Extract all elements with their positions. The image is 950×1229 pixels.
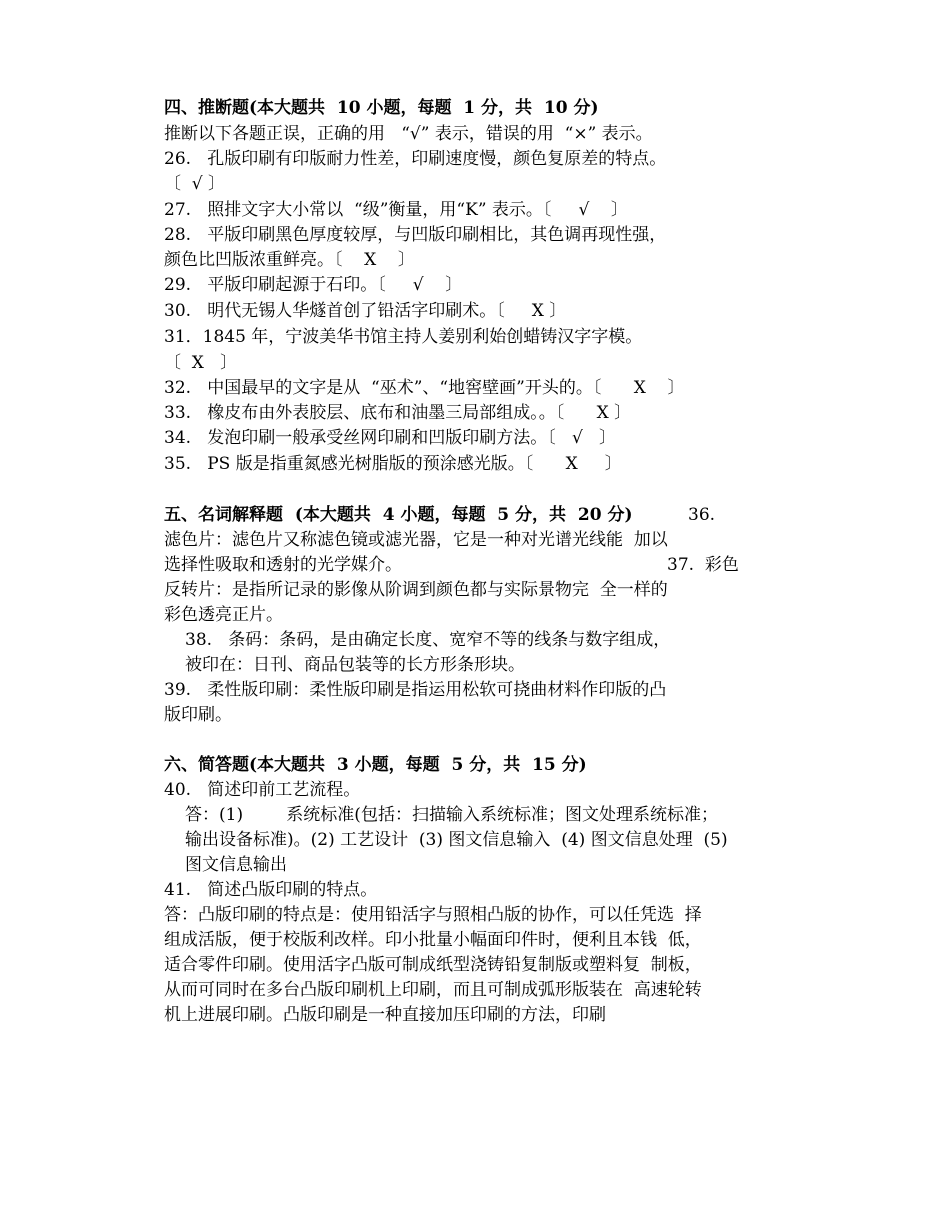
answer-40-line3: 图文信息输出 — [185, 855, 287, 875]
question-28-line2: 颜色比凹版浓重鲜亮。〔 X 〕 — [164, 250, 415, 270]
term-36-line2: 选择性吸取和透射的光学媒介。 — [164, 555, 402, 575]
question-41: 41. 简述凸版印刷的特点。 — [164, 880, 378, 900]
term-38-line1: 38. 条码：条码，是由确定长度、宽窄不等的线条与数字组成， — [185, 630, 671, 650]
section4-heading: 四、推断题(本大题共 10 小题，每题 1 分，共 10 分) — [164, 98, 599, 118]
term-37-line1: 反转片：是指所记录的影像从阶调到颜色都与实际景物完 全一样的 — [164, 580, 668, 600]
term-37-start: 37. 彩色 — [667, 555, 739, 575]
question-31-line2: 〔 X 〕 — [164, 353, 238, 373]
term-39-line1: 39. 柔性版印刷：柔性版印刷是指运用松软可挠曲材料作印版的凸 — [164, 680, 667, 700]
answer-41-line2: 组成活版，便于校版利改样。印小批量小幅面印件时，便利且本钱 低， — [164, 930, 702, 950]
question-28-line1: 28. 平版印刷黑色厚度较厚，与凹版印刷相比，其色调再现性强， — [164, 225, 667, 245]
section4-instruction: 推断以下各题正误，正确的用 “√” 表示，错误的用 “×” 表示。 — [164, 124, 653, 144]
question-26-line2: 〔 √ 〕 — [164, 174, 226, 194]
term-37-line2: 彩色透亮正片。 — [164, 605, 283, 625]
question-32: 32. 中国最早的文字是从 “巫术”、“地窖壁画”开头的。〔 X 〕 — [164, 378, 685, 398]
section5-heading-tail: 36. — [688, 505, 716, 525]
answer-41-line3: 适合零件印刷。使用活字凸版可制成纸型浇铸铅复制版或塑料复 制板， — [164, 955, 702, 975]
answer-41-line4: 从而可同时在多台凸版印刷机上印刷，而且可制成弧形版装在 高速轮转 — [164, 980, 702, 1000]
question-30: 30. 明代无锡人华燧首创了铅活字印刷术。〔 X 〕 — [164, 301, 567, 321]
question-35: 35. PS 版是指重氮感光树脂版的预涂感光版。〔 X 〕 — [164, 454, 622, 474]
question-34: 34. 发泡印刷一般承受丝网印刷和凹版印刷方法。〔 √ 〕 — [164, 428, 617, 448]
term-38-line2: 被印在：日刊、商品包装等的长方形条形块。 — [185, 655, 525, 675]
answer-40-line1: 答：(1) 系统标准(包括：扫描输入系统标准；图文处理系统标准； — [185, 805, 718, 825]
section6-heading: 六、简答题(本大题共 3 小题，每题 5 分，共 15 分) — [164, 755, 587, 775]
question-40: 40. 简述印前工艺流程。 — [164, 780, 361, 800]
term-39-line2: 版印刷。 — [164, 705, 232, 725]
section5-heading: 五、名词解释题 (本大题共 4 小题，每题 5 分，共 20 分) — [164, 505, 633, 525]
question-33: 33. 橡皮布由外表胶层、底布和油墨三局部组成。。〔 X 〕 — [164, 403, 632, 423]
question-26-line1: 26. 孔版印刷有印版耐力性差，印刷速度慢，颜色复原差的特点。 — [164, 149, 667, 169]
answer-41-line5: 机上进展印刷。凸版印刷是一种直接加压印刷的方法，印刷 — [164, 1005, 606, 1025]
term-36-line1: 滤色片：滤色片又称滤色镜或滤光器，它是一种对光谱光线能 加以 — [164, 530, 668, 550]
question-31-line1: 31．1845 年，宁波美华书馆主持人姜别利始创蜡铸汉字字模。 — [164, 327, 643, 347]
question-29: 29. 平版印刷起源于石印。〔 √ 〕 — [164, 275, 463, 295]
question-27: 27. 照排文字大小常以 “级”衡量，用“K” 表示。〔 √ 〕 — [164, 200, 628, 220]
answer-41-line1: 答：凸版印刷的特点是：使用铅活字与照相凸版的协作，可以任凭选 择 — [164, 905, 702, 925]
answer-40-line2: 输出设备标准)。(2) 工艺设计 (3) 图文信息输入 (4) 图文信息处理 (5) — [185, 830, 728, 850]
